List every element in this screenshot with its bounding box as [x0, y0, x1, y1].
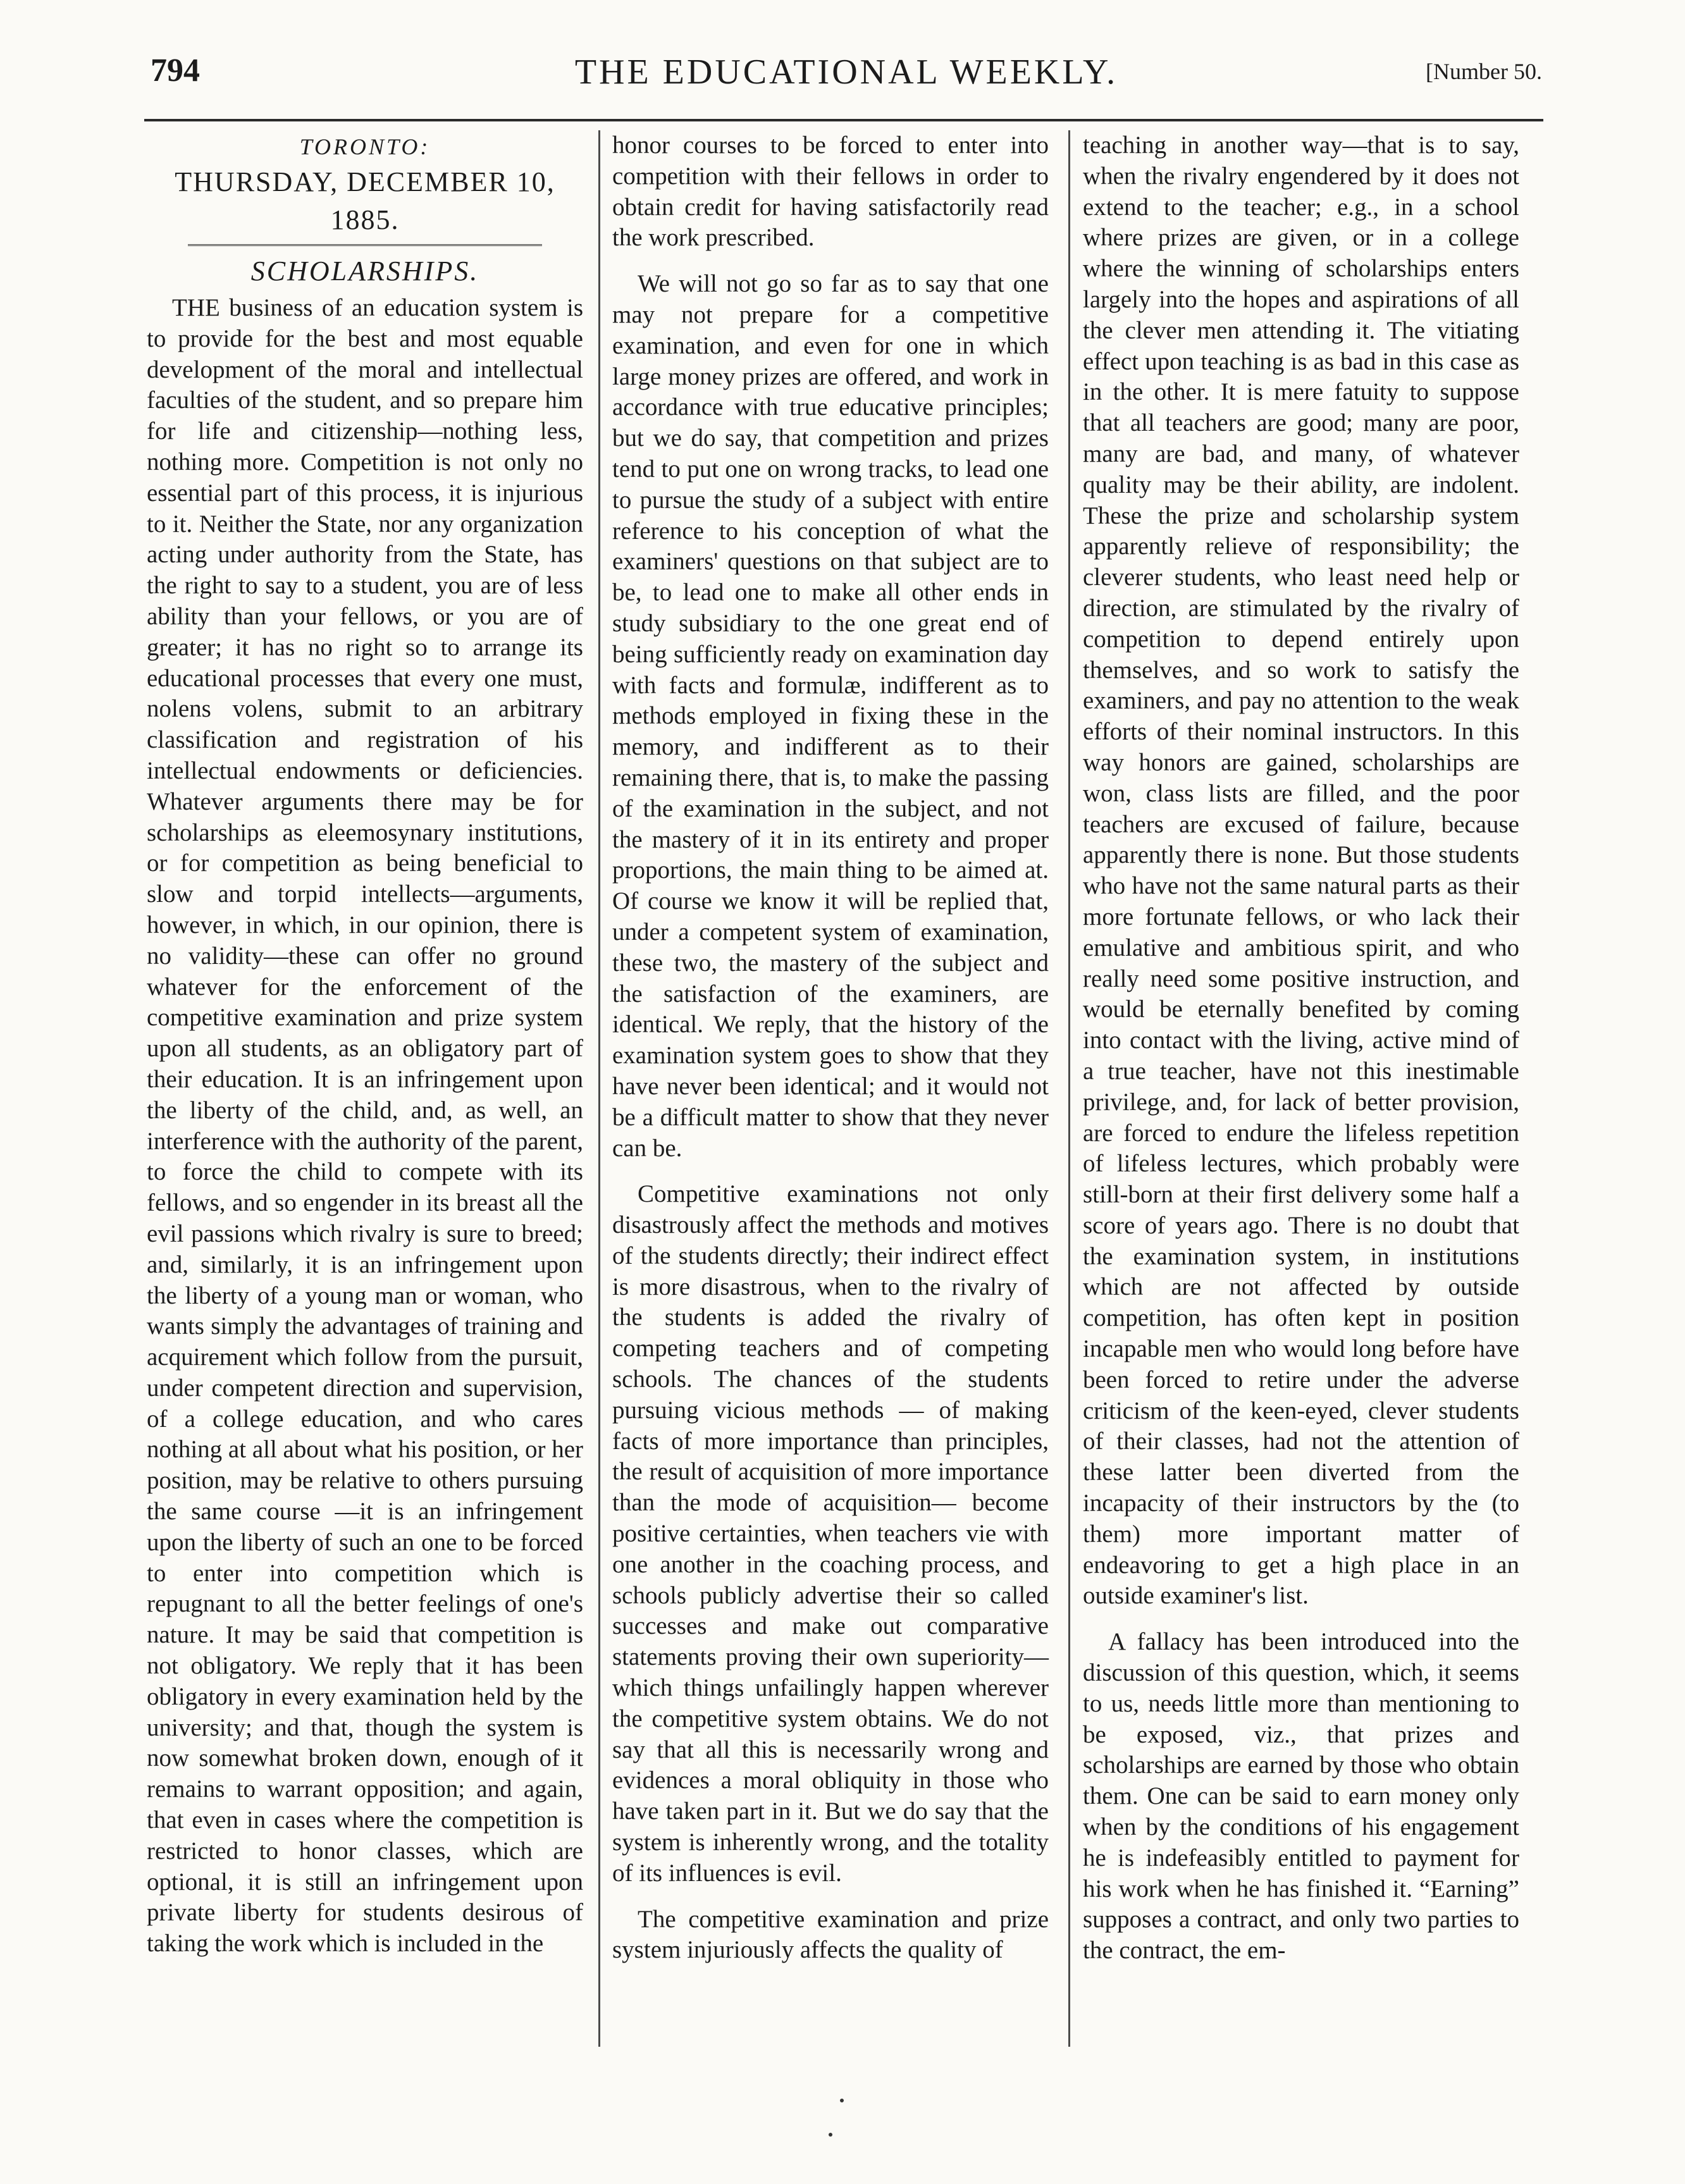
dateline-rule: [188, 244, 542, 246]
column-divider: [598, 130, 600, 2047]
paragraph: We will not go so far as to say that one may not prepare for a competitive examination, and even for one in which large money prizes are offered, and work in accordance with true educative principles; but we do say, that competition and prizes tend to put one on wrong tracks, to lead one to pursue the study of a subject with entire reference to his conception of what the examiners' questions on that subject are to be, to lead one to make all other ends in study subsidiary to the one great end of being sufficiently ready on examination day with facts and formulæ, indifferent as to methods employed in fixing these in the memory, and indifferent as to their remaining there, that is, to make the passing of the examination in the subject, and not the mastery of it in its entirety and proper proportions, the main thing to be aimed at. Of course we know it will be replied that, under a competent system of examination, these two, the mastery of the subject and the satisfaction of the examiners, are identical. We reply, that the history of the examination system goes to show that they have never been identical; and it would not be a difficult matter to show that they never can be.: [612, 270, 1049, 1162]
print-speck: [840, 2099, 844, 2102]
header-rule: [144, 119, 1543, 121]
paragraph: Competitive examinations not only disastrously affect the methods and motives of the students directly; their indirect effect is more disastrous, when to the rivalry of the students is added the rivalry of competing teachers and of competing schools. The chances of the students pursuing vicious methods — of making facts of more importance than principles, the result of acquisition of more importance than the mode of acquisition— become positive certainties, when teachers vie with one another in the coaching process, and schools publicly advertise their so called successes and make out comparative statements proving their own superiority—which things unfailingly happen wherever the competitive system obtains. We do not say that all this is necessarily wrong and evidences a moral obliquity in those who have taken part in it. But we do say that the system is inherently wrong, and the totality of its influences is evil.: [612, 1180, 1049, 1887]
page-number: 794: [151, 52, 200, 89]
dateline-city: TORONTO:: [299, 134, 431, 159]
paragraph: A fallacy has been introduced into the discussion of this question, which, it seems to us, needs little more than mentioning to be exposed, viz., that prizes and scholarships are earned by those who obtain them. One can be said to earn money only when by the conditions of his engagement he is indefeasibly entitled to payment for his work when he has finished it. “Earning” supposes a contract, and only two parties to the contract, the em-: [1083, 1628, 1519, 1965]
issue-number: [Number 50.: [1426, 59, 1542, 84]
paragraph: honor courses to be forced to enter into competition with their fellows in order to obtain credit for having satisfactorily read the work prescribed.: [612, 132, 1049, 252]
column-2: [612, 130, 1049, 1966]
page-header: [151, 52, 1542, 109]
column-3: [1083, 130, 1519, 1966]
print-speck: [829, 2133, 832, 2137]
dateline-date: THURSDAY, DECEMBER 10, 1885.: [175, 166, 555, 235]
column-1: [147, 130, 583, 1959]
journal-title: THE EDUCATIONAL WEEKLY.: [574, 52, 1118, 92]
column-divider: [1068, 130, 1070, 2047]
article-title: SCHOLARSHIPS.: [250, 256, 479, 287]
paragraph: The competitive examination and prize system injuriously affects the quality of: [612, 1905, 1049, 1964]
paragraph: THE business of an education system is to provide for the best and most equable development of the moral and intellectual faculties of the student, and so prepare him for life and citizenship—nothing less, nothing more. Competition is not only no essential part of this process, it is injurious to it. Neither the State, nor any organization acting under authority from the State, has the right to say to a student, you are of less ability than your fellows, or you are of greater; it has no right so to arrange its educational processes that every one must, nolens volens, submit to an arbitrary classification and registration of his intellectual endowments or deficiencies. Whatever arguments there may be for scholarships as eleemosynary institutions, or for competition as being beneficial to slow and torpid intellects—arguments, however, in which, in our opinion, there is no validity—these can offer no ground whatever for the enforcement of the competitive examination and prize system upon all students, as an obligatory part of their education. It is an infringement upon the liberty of the child, and, as well, an interference with the authority of the parent, to force the child to compete with its fellows, and so engender in its breast all the evil passions which rivalry is sure to breed; and, similarly, it is an infringement upon the liberty of a young man or woman, who wants simply the advantages of training and acquirement which follow from the pursuit, under competent direction and supervision, of a college education, and who cares nothing at all about what his position, or her position, may be relative to others pursuing the same course —it is an infringement upon the liberty of such an one to be forced to enter into competition which is repugnant to all the better feelings of one's nature. It may be said that competition is not obligatory. We reply that it has been obligatory in every examination held by the university; and that, though the system is now somewhat broken down, enough of it remains to warrant opposition; and again, that even in cases where the competition is restricted to honor classes, which are optional, it is still an infringement upon private liberty for students desirous of taking the work which is included in the: [147, 294, 583, 1958]
paragraph: teaching in another way—that is to say, when the rivalry engendered by it does not extend to the teacher; e.g., in a school where prizes are given, or in a college where the winning of scholarships enters largely into the hopes and aspirations of all the clever men attending it. The vitiating effect upon teaching is as bad in this case as in the other. It is mere fatuity to suppose that all teachers are good; many are poor, many are bad, and many, of whatever quality may be their ability, are indolent. These the prize and scholarship system apparently relieve of responsibility; the cleverer students, who least need help or direction, are stimulated by the rivalry of competition to depend entirely upon themselves, and so work to satisfy the examiners, and pay no attention to the weak efforts of their nominal instructors. In this way honors are gained, scholarships are won, class lists are filled, and the poor teachers are excused of failure, because apparently there is none. But those students who have not the same natural parts as their more fortunate fellows, or who lack their emulative and ambitious spirit, and who really need some positive instruction, and would be eternally benefited by coming into contact with the living, active mind of a true teacher, have not this inestimable privilege, and, for lack of better provision, are forced to endure the lifeless repetition of lifeless lectures, which probably were still-born at their first delivery some half a score of years ago. There is no doubt that the examination system, in institutions which are not affected by outside competition, has often kept in position incapable men who would long before have been forced to retire under the adverse criticism of the keen-eyed, clever students of their classes, had not the attention of these latter been diverted from the incapacity of their instructors by the (to them) more important matter of endeavoring to get a high place in an outside examiner's list.: [1083, 132, 1519, 1610]
